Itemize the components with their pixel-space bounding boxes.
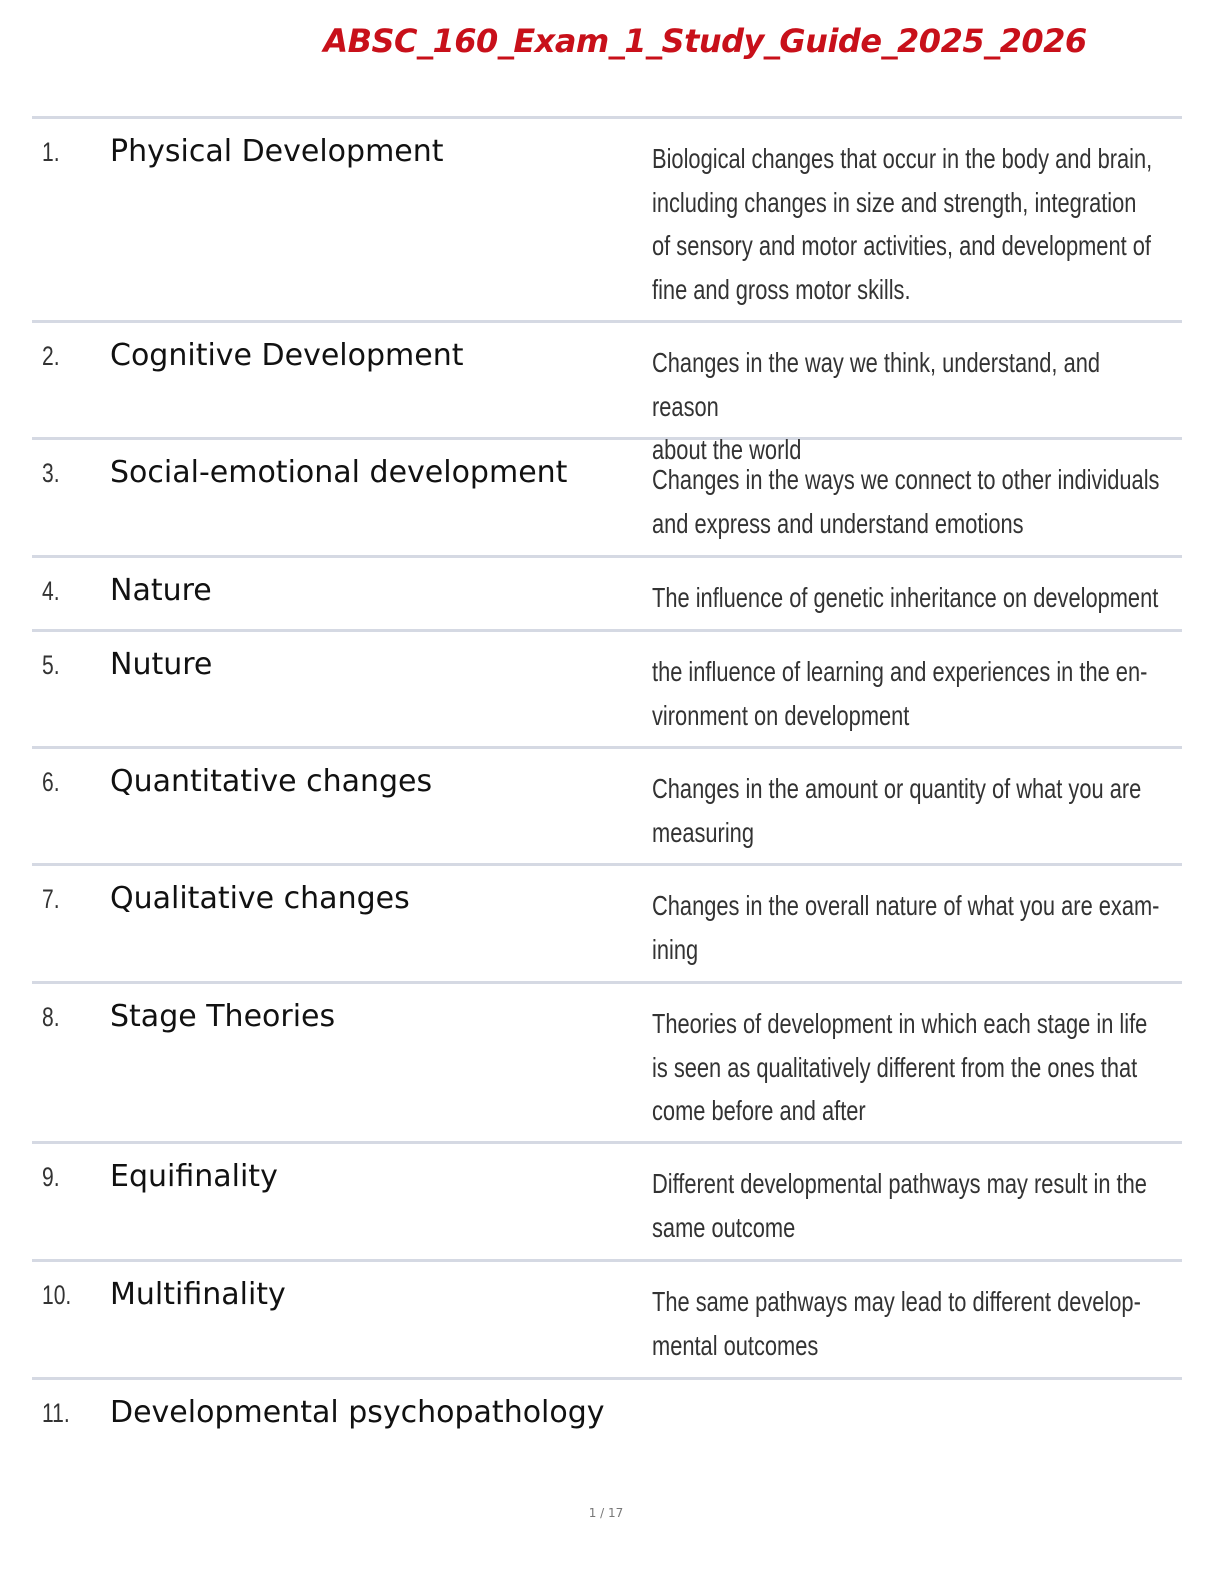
term-row [32, 632, 1182, 749]
term-list [32, 116, 1182, 1450]
term-definition: The same pathways may lead to different develop- mental outcomes [652, 1286, 1141, 1361]
term-number: 3. [42, 458, 60, 488]
term-row [32, 984, 1182, 1144]
term-name: Nuture [110, 647, 213, 682]
term-number: 4. [42, 576, 60, 606]
page-indicator: 1 / 17 [588, 1506, 624, 1520]
term-number: 1. [42, 137, 60, 167]
term-definition: the influence of learning and experiences in the en- vironment on development [652, 656, 1148, 731]
term-name: Qualitative changes [110, 881, 410, 916]
term-row [32, 1262, 1182, 1380]
term-number: 10. [42, 1280, 72, 1310]
term-definition: Changes in the overall nature of what you are exam- ining [652, 890, 1160, 965]
term-definition: Changes in the ways we connect to other individuals and express and understand emotions [652, 464, 1160, 539]
term-name: Cognitive Development [110, 338, 464, 373]
document-title: ABSC_160_Exam_1_Study_Guide_2025_2026 [323, 22, 1087, 60]
term-definition: Different developmental pathways may result in the same outcome [652, 1168, 1147, 1243]
term-row [32, 1144, 1182, 1262]
term-number: 7. [42, 884, 60, 914]
term-definition: Changes in the way we think, understand, and reason about the world [652, 347, 1101, 465]
term-name: Stage Theories [110, 999, 336, 1034]
term-definition: Theories of development in which each stage in life is seen as qualitatively different from the ones that come before and after [652, 1008, 1148, 1126]
term-definition: Biological changes that occur in the body and brain, including changes in size and strength, integration of sensory and motor activities, and development of fine and gross motor skills. [652, 143, 1153, 305]
term-number: 8. [42, 1002, 60, 1032]
term-row [32, 558, 1182, 632]
term-name: Social-emotional development [110, 455, 568, 490]
term-row [32, 323, 1182, 465]
term-row [32, 119, 1182, 323]
term-name: Physical Development [110, 134, 444, 169]
term-row [32, 1380, 1182, 1450]
term-name: Quantitative changes [110, 764, 433, 799]
term-row [32, 749, 1182, 866]
term-definition: The influence of genetic inheritance on development [652, 582, 1159, 613]
term-number: 11. [42, 1398, 70, 1428]
term-number: 6. [42, 767, 60, 797]
term-row [32, 866, 1182, 984]
term-name: Nature [110, 573, 212, 608]
term-definition: Changes in the amount or quantity of what you are measuring [652, 773, 1142, 848]
term-name: Developmental psychopathology [110, 1395, 605, 1430]
term-row [32, 440, 1182, 558]
term-number: 9. [42, 1162, 60, 1192]
term-number: 2. [42, 341, 60, 371]
term-name: Equifinality [110, 1159, 278, 1194]
term-number: 5. [42, 650, 60, 680]
term-name: Multifinality [110, 1277, 286, 1312]
